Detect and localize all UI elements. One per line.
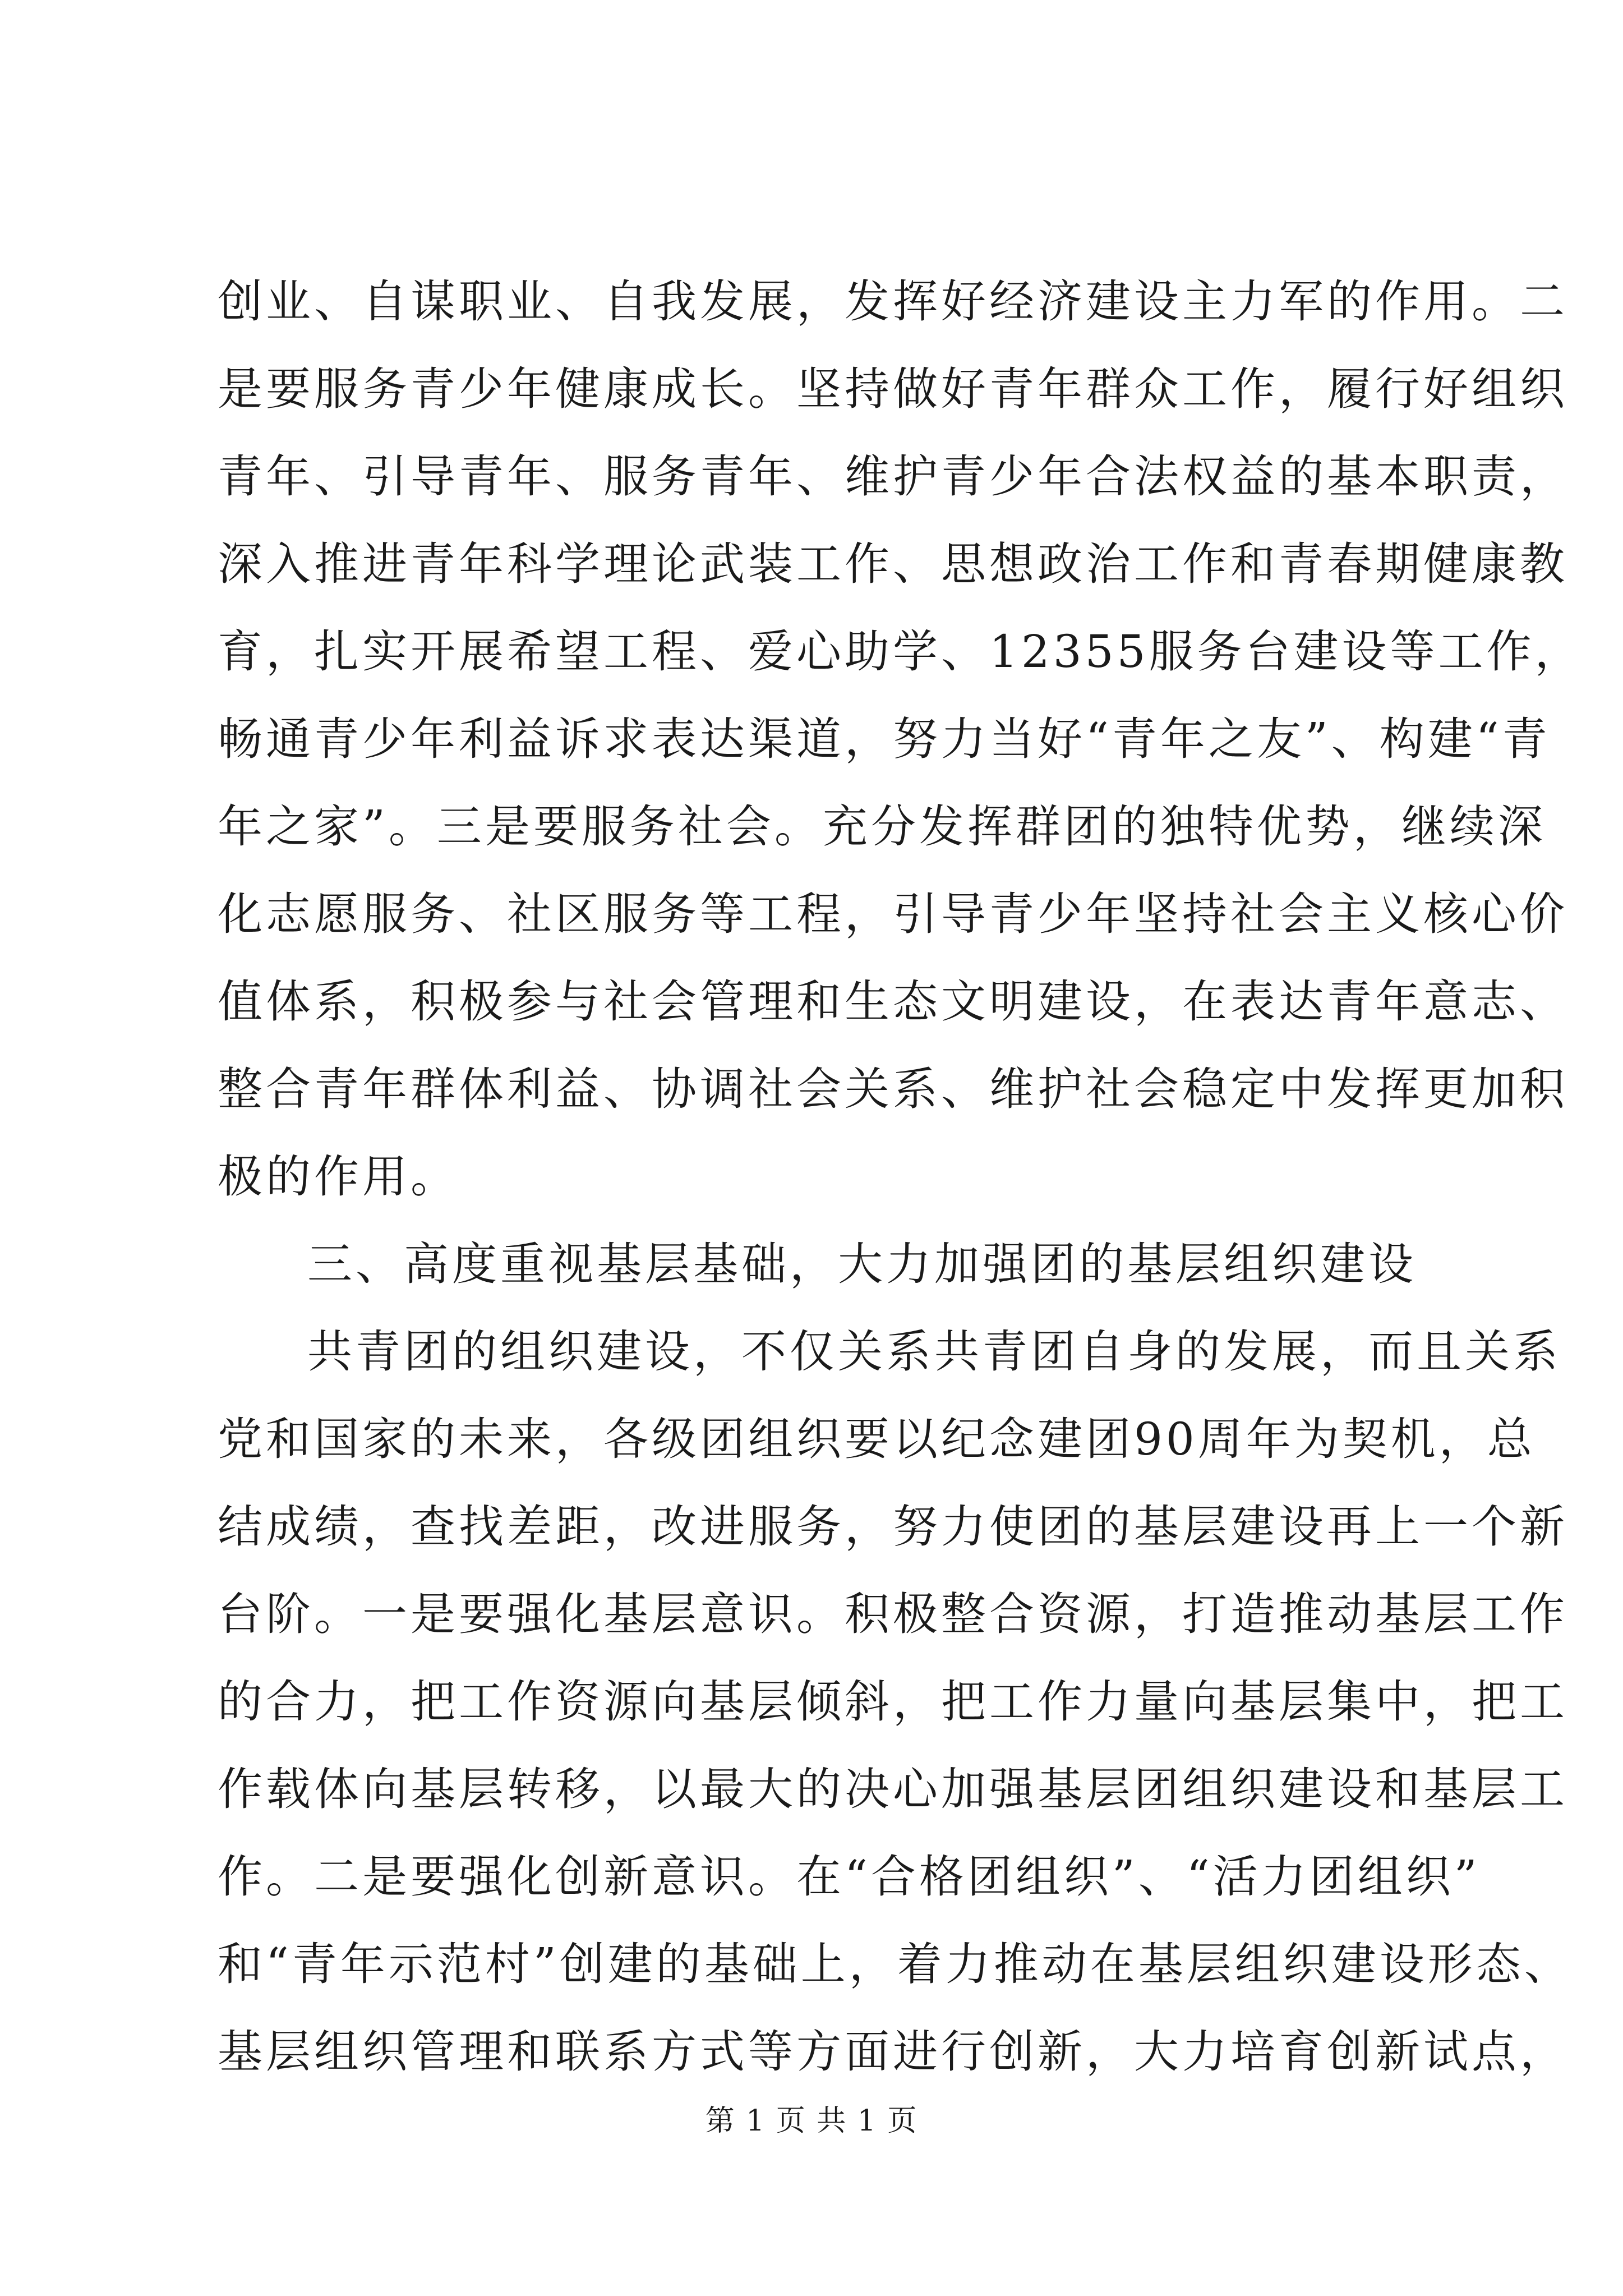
text-line: 整合青年群体利益、协调社会关系、维护社会稳定中发挥更加积 (218, 1063, 1568, 1115)
section-heading: 三、高度重视基层基础，大力加强团的基层组织建设 (307, 1238, 1417, 1290)
text-line: 的合力，把工作资源向基层倾斜，把工作力量向基层集中，把工 (218, 1676, 1568, 1728)
text-line: 结成绩，查找差距，改进服务，努力使团的基层建设再上一个新 (218, 1501, 1568, 1553)
document-body (218, 258, 1583, 2096)
text-line: 作载体向基层转移，以最大的决心加强基层团组织建设和基层工 (218, 1763, 1568, 1815)
text-line: 党和国家的未来，各级团组织要以纪念建团90周年为契机，总 (218, 1413, 1536, 1465)
page-footer (0, 2101, 1623, 2141)
text-line: 青年、引导青年、服务青年、维护青少年合法权益的基本职责， (218, 450, 1568, 503)
text-line: 值体系，积极参与社会管理和生态文明建设，在表达青年意志、 (218, 976, 1568, 1028)
text-line: 作。二是要强化创新意识。在“合格团组织”、“活力团组织” (218, 1851, 1481, 1903)
text-line: 年之家”。三是要服务社会。充分发挥群团的独特优势，继续深 (218, 800, 1546, 853)
text-line: 畅通青少年利益诉求表达渠道，努力当好“青年之友”、构建“青 (218, 713, 1551, 765)
text-line: 极的作用。 (218, 1151, 459, 1203)
paragraph-first-line: 共青团的组织建设，不仅关系共青团自身的发展，而且关系 (307, 1326, 1561, 1378)
text-line: 创业、自谋职业、自我发展，发挥好经济建设主力军的作用。二 (218, 275, 1568, 328)
text-line: 是要服务青少年健康成长。坚持做好青年群众工作，履行好组织 (218, 363, 1568, 415)
text-line: 化志愿服务、社区服务等工程，引导青少年坚持社会主义核心价 (218, 888, 1568, 940)
text-line: 基层组织管理和联系方式等方面进行创新，大力培育创新试点， (218, 2026, 1568, 2078)
text-line: 和“青年示范村”创建的基础上，着力推动在基层组织建设形态、 (218, 1938, 1573, 1990)
text-line: 台阶。一是要强化基层意识。积极整合资源，打造推动基层工作 (218, 1588, 1568, 1640)
page-number-label: 第 1 页 共 1 页 (705, 2104, 918, 2138)
text-line: 育，扎实开展希望工程、爱心助学、12355服务台建设等工作， (218, 625, 1583, 678)
text-line: 深入推进青年科学理论武装工作、思想政治工作和青春期健康教 (218, 538, 1568, 590)
